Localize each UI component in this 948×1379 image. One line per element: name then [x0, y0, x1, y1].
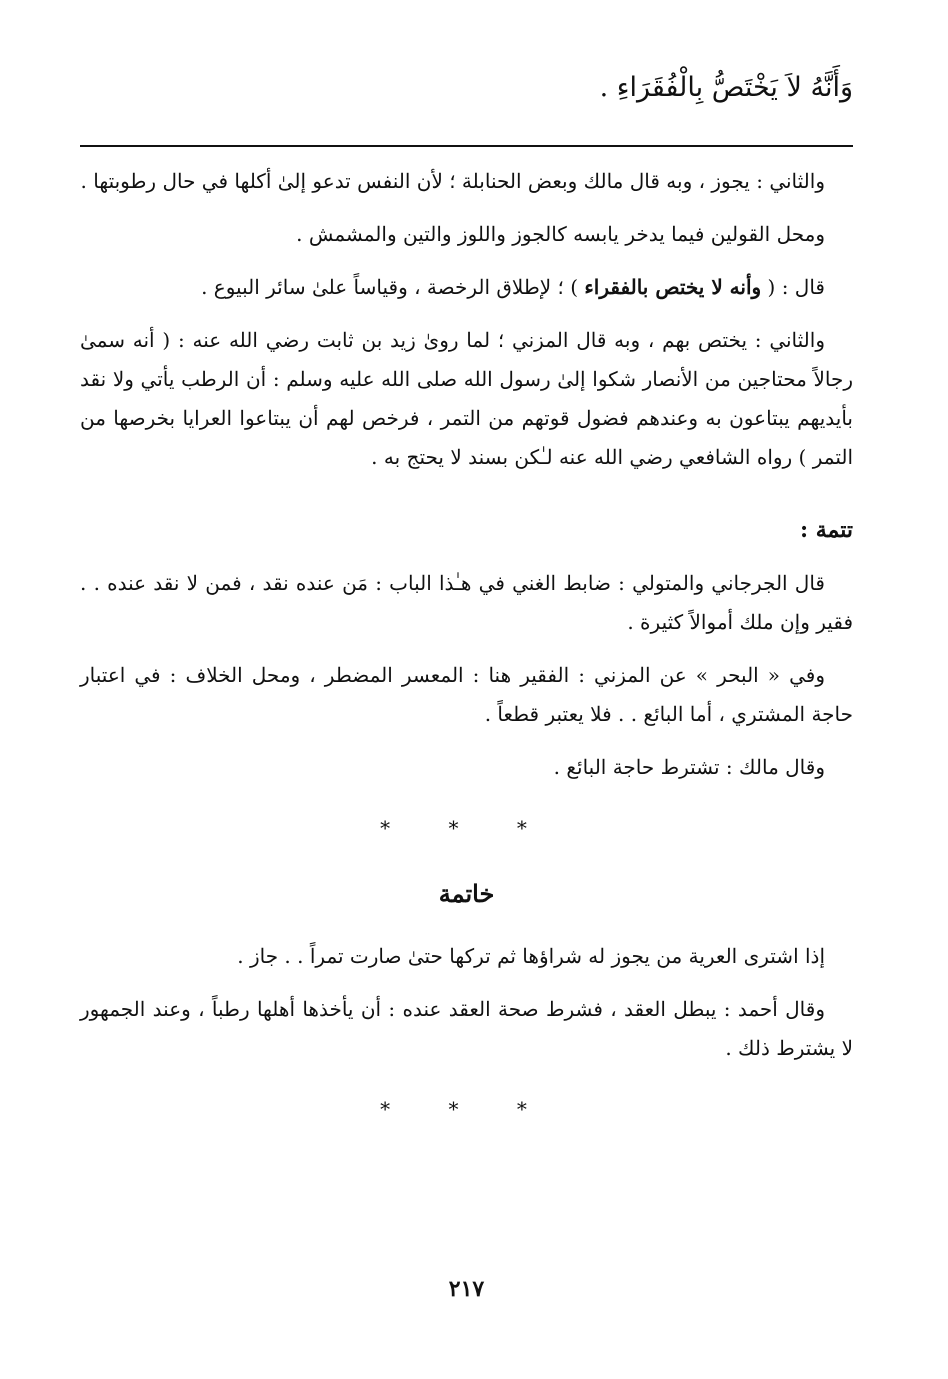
section-stars: * * *	[380, 816, 553, 840]
khatima-heading: خاتمة	[438, 879, 495, 908]
page-number: ٢١٧	[448, 1276, 485, 1302]
quoted-matn: وأنه لا يختص بالفقراء	[584, 275, 762, 299]
paragraph: إذا اشترى العرية من يجوز له شراؤها ثم تركها حتىٰ صارت تمراً . . جاز .	[237, 944, 825, 968]
paragraph: والثاني : يختص بهم ، وبه قال المزني ؛ لما روىٰ زيد بن ثابت رضي الله عنه : ( أنه سمىٰ رجالاً محتاجين من الأنصار شكوا إلىٰ رسول الله صلى الله عليه وسلم : أن الرطب يأتي ولا نقد بأيديهم يبتاعون به وعندهم فضول قوتهم من التمر ، فرخص لهم أن يبتاعوا العرايا بخرصها من التمر ) رواه الشافعي رضي الله عنه لـٰكن بسند لا يحتج به .	[80, 328, 853, 469]
separator-rule	[80, 145, 853, 147]
paragraph: قال الجرجاني والمتولي : ضابط الغني في هـٰذا الباب : مَن عنده نقد ، فمن لا نقد عنده . . فقير وإن ملك أموالاً كثيرة .	[80, 571, 853, 634]
tatimma-heading: تتمة :	[799, 517, 853, 543]
paragraph: وقال مالك : تشترط حاجة البائع .	[553, 755, 825, 779]
section-stars: * * *	[380, 1097, 553, 1121]
paragraph: وفي « البحر » عن المزني : الفقير هنا : المعسر المضطر ، ومحل الخلاف : في اعتبار حاجة المشتري ، أما البائع . . فلا يعتبر قطعاً .	[80, 663, 853, 726]
matn-header: وَأَنَّهُ لاَ يَخْتَصُّ بِالْفُقَرَاءِ .	[599, 72, 853, 103]
quote-open: قال : (	[767, 275, 825, 299]
paragraph: ومحل القولين فيما يدخر يابسه كالجوز واللوز والتين والمشمش .	[296, 222, 825, 246]
paragraph: وقال أحمد : يبطل العقد ، فشرط صحة العقد عنده : أن يأخذها أهلها رطباً ، وعند الجمهور لا يشترط ذلك .	[80, 997, 853, 1060]
paragraph: والثاني : يجوز ، وبه قال مالك وبعض الحنابلة ؛ لأن النفس تدعو إلىٰ أكلها في حال رطوبتها .	[80, 169, 825, 193]
quote-rest: ) ؛ لإطلاق الرخصة ، وقياساً علىٰ سائر البيوع .	[201, 275, 579, 299]
page	[80, 0, 853, 1379]
paragraph	[80, 268, 853, 307]
commentary-body	[80, 162, 853, 1155]
